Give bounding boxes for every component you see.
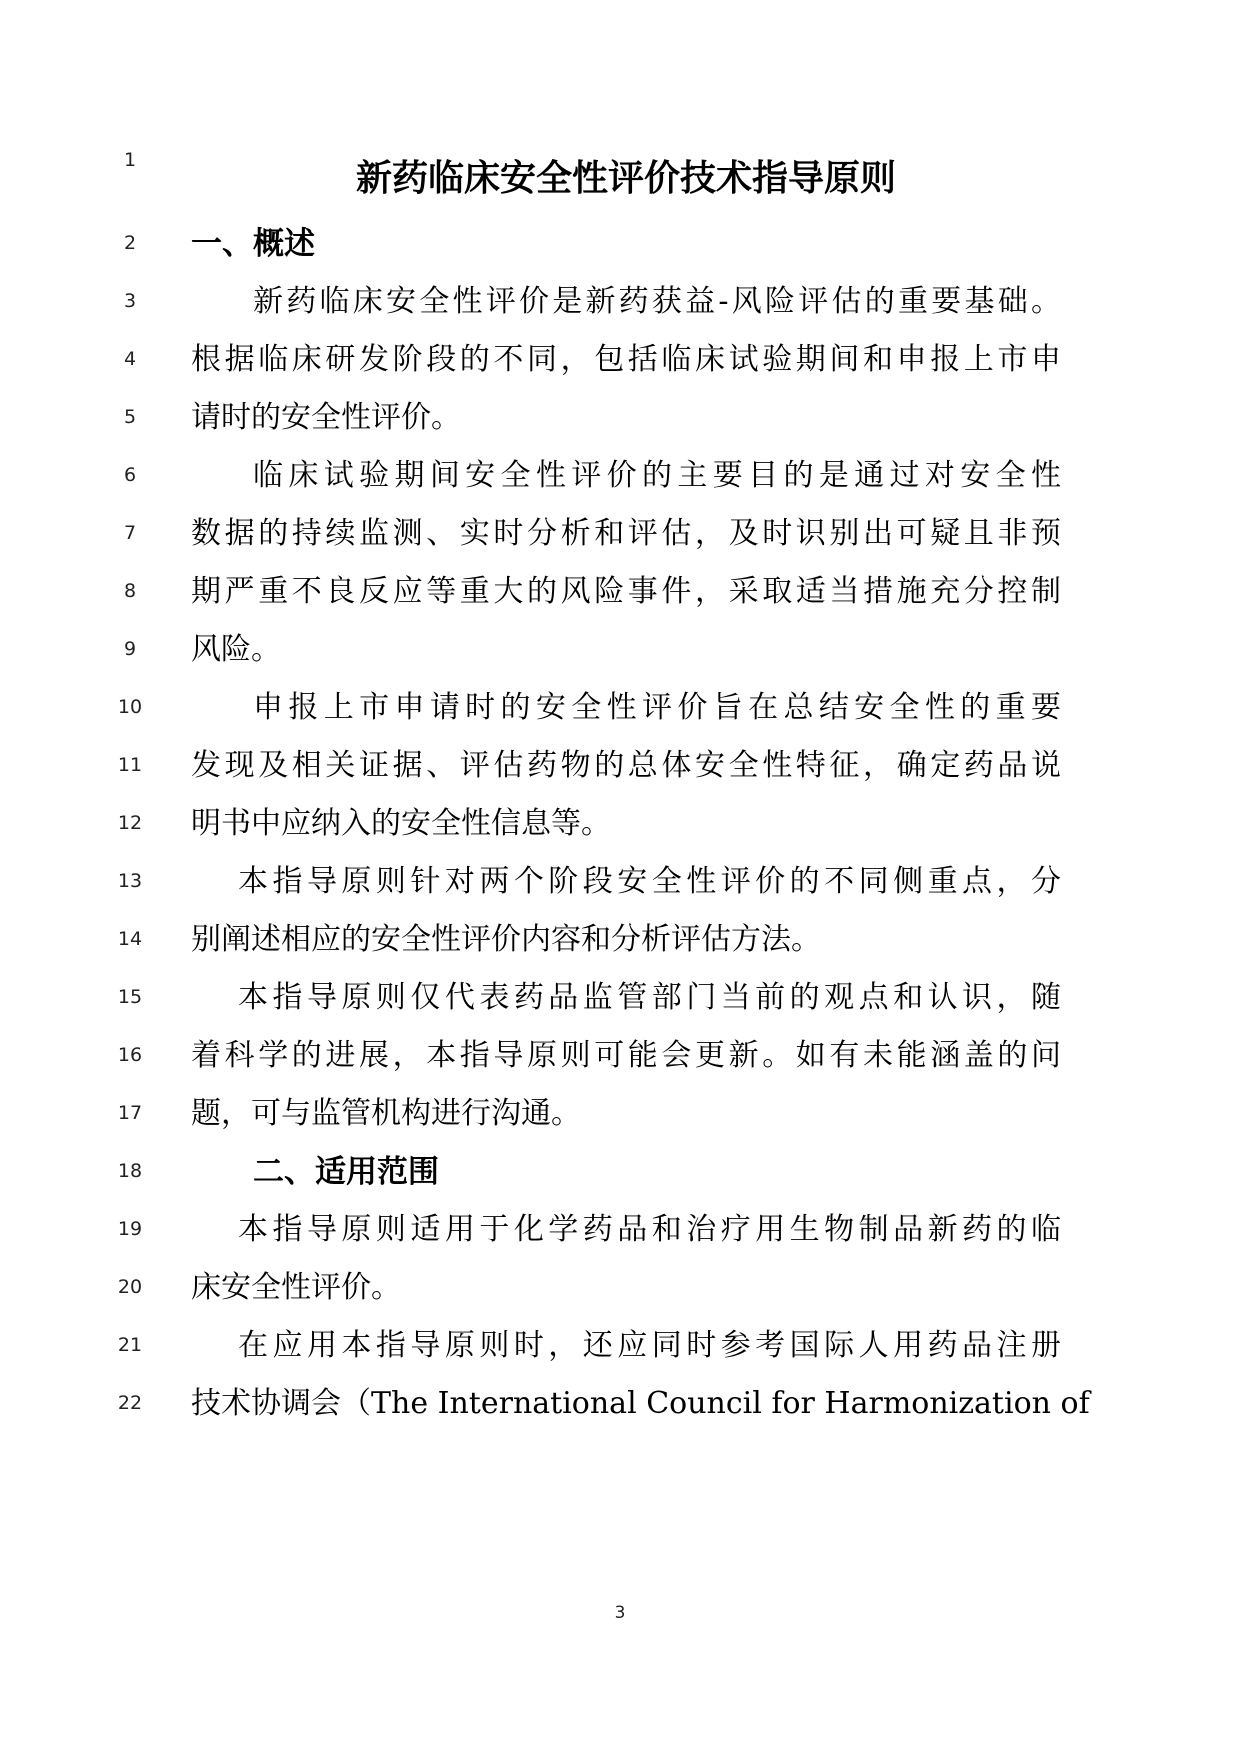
line-20 — [0, 1260, 1240, 1316]
line-number: 5 — [123, 406, 137, 428]
paragraph-line: 新药临床安全性评价是新药获益-风险评估的重要基础。 — [253, 284, 1061, 319]
section-heading-overview: 一、概述 — [191, 226, 315, 262]
paragraph-line: 发现及相关证据、评估药物的总体安全性特征，确定药品说 — [191, 748, 1061, 783]
line-13 — [0, 854, 1240, 910]
line-10 — [0, 680, 1240, 736]
line-number: 11 — [117, 754, 143, 776]
line-6 — [0, 448, 1240, 504]
paragraph-line: 着科学的进展，本指导原则可能会更新。如有未能涵盖的问 — [191, 1038, 1061, 1073]
paragraph-line: 技术协调会（The International Council for Harmonization of — [191, 1386, 1090, 1421]
line-number: 6 — [123, 464, 137, 486]
line-18 — [0, 1144, 1240, 1200]
paragraph-line: 本指导原则适用于化学药品和治疗用生物制品新药的临 — [238, 1212, 1061, 1247]
line-22 — [0, 1376, 1240, 1432]
line-number: 8 — [123, 580, 137, 602]
paragraph-line: 题，可与监管机构进行沟通。 — [191, 1096, 581, 1131]
line-number: 2 — [123, 232, 137, 254]
line-number: 9 — [123, 638, 137, 660]
paragraph-line: 风险。 — [191, 632, 281, 667]
paragraph-line: 明书中应纳入的安全性信息等。 — [191, 806, 611, 841]
paragraph-line: 期严重不良反应等重大的风险事件，采取适当措施充分控制 — [191, 574, 1061, 609]
line-number: 22 — [117, 1392, 143, 1414]
line-number: 12 — [117, 812, 143, 834]
line-number: 21 — [117, 1334, 143, 1356]
paragraph-line: 床安全性评价。 — [191, 1270, 401, 1305]
line-2 — [0, 216, 1240, 272]
page-number: 3 — [614, 1603, 626, 1623]
line-9 — [0, 622, 1240, 678]
paragraph-line: 本指导原则针对两个阶段安全性评价的不同侧重点，分 — [238, 864, 1061, 899]
document-title: 新药临床安全性评价技术指导原则 — [355, 157, 896, 199]
line-number: 7 — [123, 522, 137, 544]
line-number: 14 — [117, 928, 143, 950]
paragraph-line: 数据的持续监测、实时分析和评估，及时识别出可疑且非预 — [191, 516, 1061, 551]
line-number: 19 — [117, 1218, 143, 1240]
line-number: 4 — [123, 348, 137, 370]
paragraph-line: 本指导原则仅代表药品监管部门当前的观点和认识，随 — [238, 980, 1061, 1015]
paragraph-line: 临床试验期间安全性评价的主要目的是通过对安全性 — [253, 458, 1061, 493]
line-12 — [0, 796, 1240, 852]
line-number: 10 — [117, 696, 143, 718]
paragraph-line: 别阐述相应的安全性评价内容和分析评估方法。 — [191, 922, 821, 957]
line-number: 18 — [117, 1160, 143, 1182]
paragraph-line: 根据临床研发阶段的不同，包括临床试验期间和申报上市申 — [191, 342, 1061, 377]
line-number: 15 — [117, 986, 143, 1008]
line-19 — [0, 1202, 1240, 1258]
line-1 — [0, 133, 1240, 189]
line-number: 1 — [123, 149, 137, 171]
line-7 — [0, 506, 1240, 562]
line-8 — [0, 564, 1240, 620]
paragraph-line: 申报上市申请时的安全性评价旨在总结安全性的重要 — [253, 690, 1061, 725]
line-11 — [0, 738, 1240, 794]
line-21 — [0, 1318, 1240, 1374]
line-number: 16 — [117, 1044, 143, 1066]
line-4 — [0, 332, 1240, 388]
line-number: 13 — [117, 870, 143, 892]
line-16 — [0, 1028, 1240, 1084]
line-5 — [0, 390, 1240, 446]
paragraph-line: 请时的安全性评价。 — [191, 400, 461, 435]
line-3 — [0, 274, 1240, 330]
line-number: 3 — [123, 290, 137, 312]
line-number: 20 — [117, 1276, 143, 1298]
paragraph-line: 在应用本指导原则时，还应同时参考国际人用药品注册 — [238, 1328, 1061, 1363]
line-14 — [0, 912, 1240, 968]
line-15 — [0, 970, 1240, 1026]
section-heading-scope: 二、适用范围 — [253, 1154, 439, 1190]
line-17 — [0, 1086, 1240, 1142]
line-number: 17 — [117, 1102, 143, 1124]
